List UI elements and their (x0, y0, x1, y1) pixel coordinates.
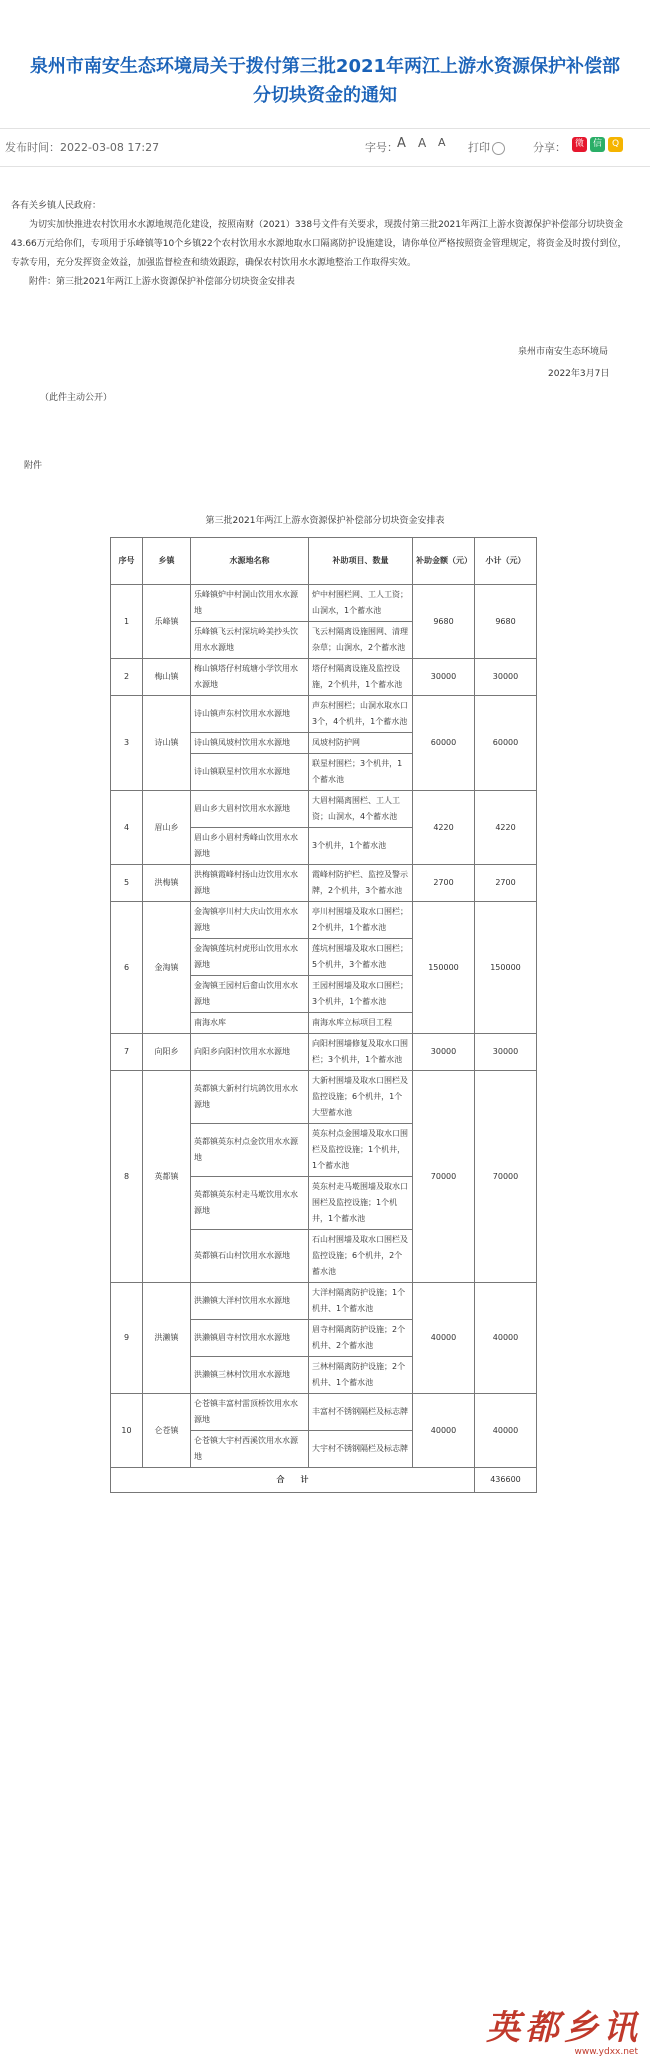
cell-item: 向阳村围墙修复及取水口围栏；3个机井，1个蓄水池 (309, 1034, 413, 1071)
cell-item: 南海水库立标项目工程 (309, 1013, 413, 1034)
cell-source: 眉山乡大眉村饮用水水源地 (191, 791, 309, 828)
cell-source: 仑苍镇大宇村西溪饮用水水源地 (191, 1431, 309, 1468)
cell-item: 大新村围墙及取水口围栏及监控设施；6个机井，1个大型蓄水池 (309, 1071, 413, 1124)
cell-amount: 150000 (413, 902, 475, 1034)
body-paragraph: 为切实加快推进农村饮用水水源地规范化建设，按照南财（2021）338号文件有关要求，现拨付第三批2021年两江上游水资源保护补偿部分切块资金43.66万元给你们，专项用于乐峰镇等10个乡镇22个农村饮用水水源地取水口隔离防护设施建设，请你单位严格按照资金管理规定，将资金及时拨付到位，专款专用，充分发挥资金效益，加强监督检查和绩效跟踪，确保农村饮用水水源地整治工作取得实效。 (11, 220, 627, 268)
cell-no: 5 (111, 865, 143, 902)
cell-subtotal: 9680 (475, 585, 537, 659)
table-title: 第三批2021年两江上游水资源保护补偿部分切块资金安排表 (205, 516, 445, 526)
total-label: 合 计 (111, 1468, 475, 1493)
cell-source: 金淘镇王园村后畲山饮用水水源地 (191, 976, 309, 1013)
cell-item: 3个机井，1个蓄水池 (309, 828, 413, 865)
cell-no: 7 (111, 1034, 143, 1071)
public-note: （此件主动公开） (40, 393, 113, 403)
cell-no: 3 (111, 696, 143, 791)
cell-item: 大洋村隔离防护设施；1个机井、1个蓄水池 (309, 1283, 413, 1320)
cell-subtotal: 150000 (475, 902, 537, 1034)
header-town: 乡镇 (143, 538, 191, 585)
cell-source: 金淘镇亭川村大庆山饮用水水源地 (191, 902, 309, 939)
watermark-logo: 英都乡讯 (486, 2008, 642, 2048)
table-row (111, 902, 537, 939)
cell-town: 眉山乡 (143, 791, 191, 865)
cell-town: 梅山镇 (143, 659, 191, 696)
qzone-share-icon[interactable]: Q (608, 137, 623, 152)
cell-item: 联星村围栏；3个机井，1个蓄水池 (309, 754, 413, 791)
cell-amount: 40000 (413, 1394, 475, 1468)
cell-item: 塔仔村隔离设施及监控设施，2个机井，1个蓄水池 (309, 659, 413, 696)
cell-item: 飞云村隔离设施围网、清理杂草；山涧水，2个蓄水池 (309, 622, 413, 659)
cell-amount: 70000 (413, 1071, 475, 1283)
attachment-label: 附件 (24, 461, 43, 471)
title-line-1: 泉州市南安生态环境局关于拨付第三批2021年两江上游水资源保护补偿部 (29, 56, 621, 77)
cell-source: 洪梅镇霞峰村扬山边饮用水水源地 (191, 865, 309, 902)
table-row (111, 696, 537, 733)
print-button[interactable] (468, 139, 505, 155)
cell-town: 洪梅镇 (143, 865, 191, 902)
divider-meta (0, 166, 650, 167)
table-row (111, 1283, 537, 1320)
cell-subtotal: 40000 (475, 1394, 537, 1468)
meta-bar (0, 135, 650, 159)
header-source: 水源地名称 (191, 538, 309, 585)
font-large-button[interactable]: A (397, 136, 406, 151)
cell-item: 丰富村不锈钢隔栏及标志牌 (309, 1394, 413, 1431)
cell-amount: 40000 (413, 1283, 475, 1394)
cell-source: 英都镇英东村走马墘饮用水水源地 (191, 1177, 309, 1230)
header-subtotal: 小计（元） (475, 538, 537, 585)
salutation: 各有关乡镇人民政府： (11, 201, 102, 211)
header-no: 序号 (111, 538, 143, 585)
title-line-2: 分切块资金的通知 (253, 85, 397, 106)
cell-item: 霞峰村防护栏、监控及警示牌，2个机井，3个蓄水池 (309, 865, 413, 902)
header-amount: 补助金额（元） (413, 538, 475, 585)
table-row (111, 1034, 537, 1071)
cell-town: 诗山镇 (143, 696, 191, 791)
cell-no: 10 (111, 1394, 143, 1468)
total-row (111, 1468, 537, 1493)
cell-source: 眉山乡小眉村秀峰山饮用水水源地 (191, 828, 309, 865)
cell-item: 声东村围栏；山洞水取水口3个，4个机井，1个蓄水池 (309, 696, 413, 733)
cell-source: 英都镇英东村点金饮用水水源地 (191, 1124, 309, 1177)
cell-source: 英都镇石山村饮用水水源地 (191, 1230, 309, 1283)
cell-no: 6 (111, 902, 143, 1034)
cell-amount: 30000 (413, 659, 475, 696)
cell-subtotal: 4220 (475, 791, 537, 865)
signature-org: 泉州市南安生态环境局 (518, 347, 609, 357)
cell-amount: 4220 (413, 791, 475, 865)
cell-amount: 60000 (413, 696, 475, 791)
cell-source: 诗山镇凤坡村饮用水水源地 (191, 733, 309, 754)
cell-town: 金淘镇 (143, 902, 191, 1034)
cell-item: 石山村围墙及取水口围栏及监控设施；6个机井，2个蓄水池 (309, 1230, 413, 1283)
cell-source: 金淘镇莲坑村虎形山饮用水水源地 (191, 939, 309, 976)
cell-source: 仑苍镇丰富村雷顶桥饮用水水源地 (191, 1394, 309, 1431)
allocation-table (110, 537, 537, 1493)
cell-item: 眉寺村隔离防护设施；2个机井、2个蓄水池 (309, 1320, 413, 1357)
cell-no: 4 (111, 791, 143, 865)
cell-subtotal: 30000 (475, 659, 537, 696)
share-label: 分享： (533, 141, 566, 154)
cell-item: 大宇村不锈钢隔栏及标志牌 (309, 1431, 413, 1468)
cell-item: 王园村围墙及取水口围栏；3个机井，1个蓄水池 (309, 976, 413, 1013)
font-medium-button[interactable]: A (418, 136, 427, 150)
table-header-row (111, 538, 537, 585)
cell-subtotal: 70000 (475, 1071, 537, 1283)
table-body (111, 585, 537, 1468)
attachment-line: 附件：第三批2021年两江上游水资源保护补偿部分切块资金安排表 (29, 277, 295, 287)
divider-top (0, 128, 650, 129)
font-size-label: 字号： (365, 141, 398, 154)
table-row (111, 659, 537, 696)
article-title (0, 52, 650, 110)
cell-town: 乐峰镇 (143, 585, 191, 659)
cell-source: 洪濑镇眉寺村饮用水水源地 (191, 1320, 309, 1357)
cell-source: 洪濑镇大洋村饮用水水源地 (191, 1283, 309, 1320)
cell-source: 英都镇大新村行坑鸽饮用水水源地 (191, 1071, 309, 1124)
cell-source: 南海水库 (191, 1013, 309, 1034)
cell-item: 英东村走马墘围墙及取水口围栏及监控设施；1个机井，1个蓄水池 (309, 1177, 413, 1230)
document-body (11, 197, 631, 292)
table-row (111, 791, 537, 828)
cell-no: 8 (111, 1071, 143, 1283)
cell-item: 莲坑村围墙及取水口围栏；5个机井，3个蓄水池 (309, 939, 413, 976)
weibo-share-icon[interactable]: 微 (572, 137, 587, 152)
cell-source: 诗山镇声东村饮用水水源地 (191, 696, 309, 733)
cell-source: 洪濑镇三林村饮用水水源地 (191, 1357, 309, 1394)
cell-town: 洪濑镇 (143, 1283, 191, 1394)
cell-no: 2 (111, 659, 143, 696)
cell-no: 1 (111, 585, 143, 659)
cell-town: 英都镇 (143, 1071, 191, 1283)
cell-subtotal: 30000 (475, 1034, 537, 1071)
cell-amount: 2700 (413, 865, 475, 902)
total-value: 436600 (475, 1468, 537, 1493)
signature-date: 2022年3月7日 (548, 369, 610, 379)
cell-source: 梅山镇塔仔村琉塘小学饮用水水源地 (191, 659, 309, 696)
table-row (111, 1071, 537, 1124)
cell-item: 三林村隔离防护设施；2个机井、1个蓄水池 (309, 1357, 413, 1394)
table-row (111, 865, 537, 902)
cell-subtotal: 60000 (475, 696, 537, 791)
cell-source: 乐峰镇炉中村洞山饮用水水源地 (191, 585, 309, 622)
cell-item: 大眉村隔离围栏、工人工资；山洞水，4个蓄水池 (309, 791, 413, 828)
wechat-share-icon[interactable]: 信 (590, 137, 605, 152)
cell-amount: 30000 (413, 1034, 475, 1071)
cell-town: 仑苍镇 (143, 1394, 191, 1468)
print-label: 打印 (468, 141, 490, 154)
cell-amount: 9680 (413, 585, 475, 659)
cell-item: 炉中村围栏网、工人工资；山洞水，1个蓄水池 (309, 585, 413, 622)
cell-source: 乐峰镇飞云村深坑岭美抄头饮用水水源地 (191, 622, 309, 659)
cell-item: 亭川村围墙及取水口围栏；2个机井，1个蓄水池 (309, 902, 413, 939)
watermark-url: www.ydxx.net (574, 2047, 638, 2057)
font-small-button[interactable]: A (438, 136, 446, 149)
table-row (111, 1394, 537, 1431)
table-row (111, 585, 537, 622)
header-item: 补助项目、数量 (309, 538, 413, 585)
cell-source: 向阳乡向阳村饮用水水源地 (191, 1034, 309, 1071)
cell-item: 英东村点金围墙及取水口围栏及监控设施；1个机井，1个蓄水池 (309, 1124, 413, 1177)
cell-subtotal: 2700 (475, 865, 537, 902)
print-icon (492, 142, 505, 155)
publish-time: 发布时间：2022-03-08 17:27 (5, 141, 160, 154)
cell-source: 诗山镇联星村饮用水水源地 (191, 754, 309, 791)
cell-subtotal: 40000 (475, 1283, 537, 1394)
cell-town: 向阳乡 (143, 1034, 191, 1071)
cell-no: 9 (111, 1283, 143, 1394)
cell-item: 凤坡村防护网 (309, 733, 413, 754)
